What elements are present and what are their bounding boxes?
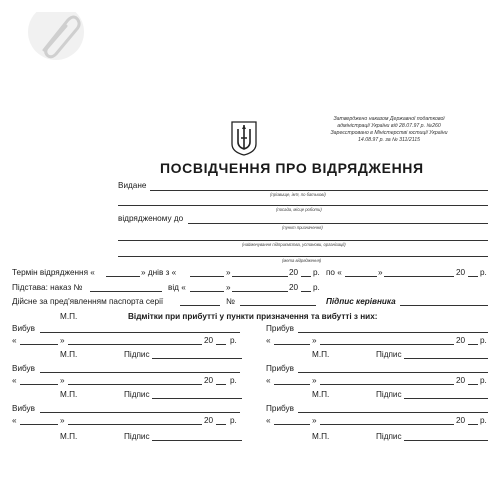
- depart-open-quote-2: «: [12, 376, 17, 385]
- issued-name-field[interactable]: [150, 190, 488, 191]
- depart-day-field-1[interactable]: [20, 344, 58, 345]
- term-to-label: по «: [326, 268, 342, 277]
- term-label: Термін відрядження «: [12, 268, 95, 277]
- depart-r-2: р.: [230, 376, 237, 385]
- arrive-year-field-1[interactable]: [468, 344, 478, 345]
- basis-from-label: від «: [168, 283, 186, 292]
- term-to-month-field[interactable]: [384, 276, 454, 277]
- arrive-place-field-3[interactable]: [298, 412, 488, 413]
- director-signature-label: Підпис керівника: [326, 297, 396, 306]
- term-from-year-field[interactable]: [301, 276, 311, 277]
- depart-stamp-1: М.П.: [60, 350, 78, 359]
- depart-place-field-3[interactable]: [40, 412, 240, 413]
- basis-year-field[interactable]: [301, 291, 311, 292]
- depart-sign-field-2[interactable]: [152, 398, 242, 399]
- passport-no-label: №: [226, 297, 235, 306]
- issued-label: Видане: [118, 181, 147, 190]
- arrive-year-2: 20: [456, 376, 466, 385]
- passport-number-field[interactable]: [240, 305, 316, 306]
- arrive-month-field-2[interactable]: [320, 384, 454, 385]
- term-to-r: р.: [480, 268, 487, 277]
- depart-label-1: Вибув: [12, 324, 35, 333]
- arrive-year-field-3[interactable]: [468, 424, 478, 425]
- arrive-close-quote-1: »: [312, 336, 317, 345]
- purpose-field[interactable]: [118, 256, 488, 257]
- depart-year-3: 20: [204, 416, 214, 425]
- basis-order-field[interactable]: [90, 291, 162, 292]
- destination-hint: (пункт призначення): [282, 225, 323, 230]
- term-from-year: 20: [289, 268, 299, 277]
- arrive-label-1: Прибув: [266, 324, 294, 333]
- director-stamp-label: М.П.: [60, 312, 78, 321]
- term-from-close-quote: »: [226, 268, 231, 277]
- arrive-stamp-2: М.П.: [312, 390, 330, 399]
- term-to-day-field[interactable]: [345, 276, 377, 277]
- paperclip-logo-icon: [8, 12, 104, 66]
- depart-label-3: Вибув: [12, 404, 35, 413]
- arrive-r-2: р.: [480, 376, 487, 385]
- passport-label: Дійсне за пред'явленням паспорта серії: [12, 297, 164, 306]
- trident-emblem-icon: [230, 120, 258, 156]
- depart-sign-label-2: Підпис: [124, 390, 150, 399]
- term-from-day-field[interactable]: [190, 276, 224, 277]
- basis-day-field[interactable]: [190, 291, 224, 292]
- basis-r: р.: [313, 283, 320, 292]
- depart-sign-field-1[interactable]: [152, 358, 242, 359]
- arrive-sign-label-3: Підпис: [376, 432, 402, 441]
- arrive-place-field-1[interactable]: [298, 332, 488, 333]
- arrive-r-3: р.: [480, 416, 487, 425]
- depart-place-field-1[interactable]: [40, 332, 240, 333]
- document-title: ПОСВІДЧЕННЯ ПРО ВІДРЯДЖЕННЯ: [160, 160, 424, 176]
- depart-sign-field-3[interactable]: [152, 440, 242, 441]
- arrive-close-quote-3: »: [312, 416, 317, 425]
- depart-year-field-1[interactable]: [216, 344, 226, 345]
- arrive-open-quote-1: «: [266, 336, 271, 345]
- basis-close-quote: »: [226, 283, 231, 292]
- position-hint: (посада, місце роботи): [276, 207, 322, 212]
- basis-label: Підстава: наказ №: [12, 283, 83, 292]
- organization-hint: (найменування підприємства, установи, організації): [242, 242, 346, 247]
- term-from-month-field[interactable]: [232, 276, 288, 277]
- approval-line-4: 14.08.97 р. за № 311/2115: [357, 137, 420, 143]
- sent-to-label: відрядженому до: [118, 214, 184, 223]
- depart-month-field-3[interactable]: [68, 424, 202, 425]
- arrive-stamp-1: М.П.: [312, 350, 330, 359]
- term-to-year: 20: [456, 268, 466, 277]
- arrive-day-field-2[interactable]: [274, 384, 310, 385]
- term-to-year-field[interactable]: [468, 276, 478, 277]
- arrive-label-3: Прибув: [266, 404, 294, 413]
- approval-note: [300, 116, 478, 144]
- arrive-year-field-2[interactable]: [468, 384, 478, 385]
- depart-r-3: р.: [230, 416, 237, 425]
- depart-r-1: р.: [230, 336, 237, 345]
- arrive-sign-field-1[interactable]: [404, 358, 488, 359]
- depart-stamp-2: М.П.: [60, 390, 78, 399]
- arrive-close-quote-2: »: [312, 376, 317, 385]
- arrive-place-field-2[interactable]: [298, 372, 488, 373]
- basis-year: 20: [289, 283, 299, 292]
- depart-stamp-3: М.П.: [60, 432, 78, 441]
- approval-line-3: Зареєстровано в Міністерстві юстиції України: [330, 130, 448, 136]
- arrive-sign-field-3[interactable]: [404, 440, 488, 441]
- term-to-close-quote: »: [378, 268, 383, 277]
- arrive-sign-label-2: Підпис: [376, 390, 402, 399]
- purpose-hint: (мета відрядження): [282, 258, 322, 263]
- term-days-field[interactable]: [106, 276, 140, 277]
- depart-month-field-2[interactable]: [68, 384, 202, 385]
- arrive-sign-field-2[interactable]: [404, 398, 488, 399]
- depart-sign-label-3: Підпис: [124, 432, 150, 441]
- passport-series-field[interactable]: [180, 305, 220, 306]
- issued-hint: (прізвище, ім'я, по батькові): [270, 192, 326, 197]
- basis-month-field[interactable]: [232, 291, 288, 292]
- arrive-day-field-3[interactable]: [274, 424, 310, 425]
- depart-place-field-2[interactable]: [40, 372, 240, 373]
- arrive-year-3: 20: [456, 416, 466, 425]
- arrive-label-2: Прибув: [266, 364, 294, 373]
- depart-open-quote-1: «: [12, 336, 17, 345]
- depart-day-field-2[interactable]: [20, 384, 58, 385]
- position-field[interactable]: [118, 205, 488, 206]
- arrive-open-quote-3: «: [266, 416, 271, 425]
- arrive-r-1: р.: [480, 336, 487, 345]
- depart-year-2: 20: [204, 376, 214, 385]
- depart-close-quote-3: »: [60, 416, 65, 425]
- arrive-day-field-1[interactable]: [274, 344, 310, 345]
- destination-field[interactable]: [188, 223, 488, 224]
- depart-close-quote-1: »: [60, 336, 65, 345]
- depart-sign-label-1: Підпис: [124, 350, 150, 359]
- approval-line-1: Затверджено наказом Державної податкової: [333, 116, 445, 122]
- depart-year-1: 20: [204, 336, 214, 345]
- director-signature-field[interactable]: [400, 305, 488, 306]
- depart-year-field-3[interactable]: [216, 424, 226, 425]
- depart-label-2: Вибув: [12, 364, 35, 373]
- term-from-r: р.: [313, 268, 320, 277]
- arrive-year-1: 20: [456, 336, 466, 345]
- organization-field[interactable]: [118, 240, 488, 241]
- arrive-stamp-3: М.П.: [312, 432, 330, 441]
- marks-heading: Відмітки при прибутті у пункти призначення та вибутті з них:: [128, 312, 378, 321]
- depart-day-field-3[interactable]: [20, 424, 58, 425]
- depart-close-quote-2: »: [60, 376, 65, 385]
- approval-line-2: адміністрації України від 28.07.97 р. №260: [337, 123, 441, 129]
- arrive-month-field-1[interactable]: [320, 344, 454, 345]
- depart-open-quote-3: «: [12, 416, 17, 425]
- arrive-open-quote-2: «: [266, 376, 271, 385]
- arrive-sign-label-1: Підпис: [376, 350, 402, 359]
- arrive-month-field-3[interactable]: [320, 424, 454, 425]
- depart-year-field-2[interactable]: [216, 384, 226, 385]
- term-days-text: » днів з «: [141, 268, 177, 277]
- depart-month-field-1[interactable]: [68, 344, 202, 345]
